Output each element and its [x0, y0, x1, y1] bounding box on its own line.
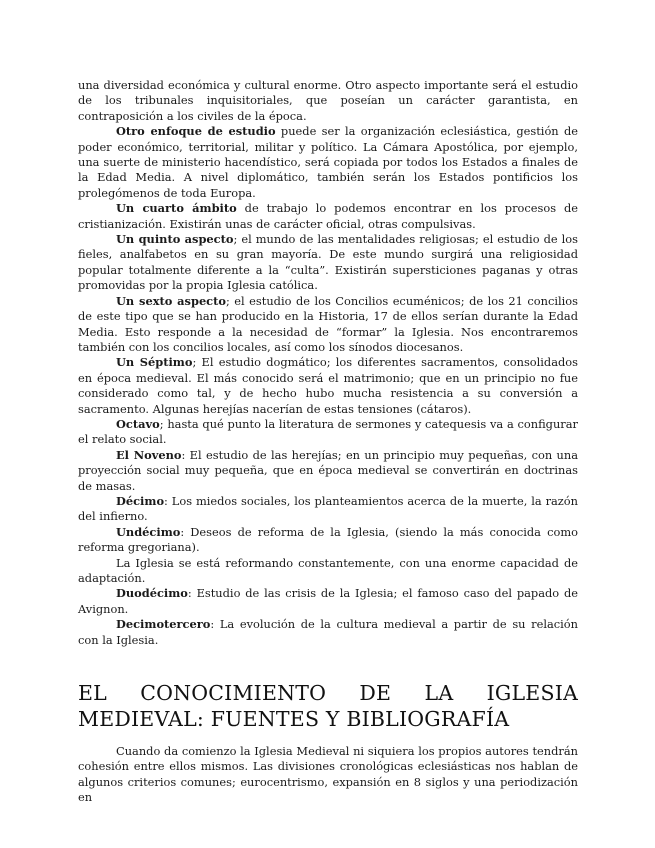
paragraph-text: ; el mundo de las mentalidades religiosas; el estudio de los fieles, analfabetos en su gran mayoría. De este mundo surgirá una religiosidad popular totalmente diferente a la “culta”. Existirán supersticiones paganas y otras promovidas por la propia Iglesia católica.: [78, 232, 578, 293]
paragraph-organizacion: [78, 124, 578, 201]
paragraph-reforma: [78, 525, 578, 556]
paragraph-lead: El Noveno: [116, 447, 182, 462]
paragraph-dogmatico: [78, 355, 578, 417]
paragraph-lead: Un Séptimo: [116, 355, 193, 370]
paragraph-text: : El estudio de las herejías; en un principio muy pequeñas, con una proyección social muy pequeña, que en época medieval se convertirán en doctrinas de masas.: [78, 447, 578, 493]
paragraph-text: : Estudio de las crisis de la Iglesia; el famoso caso del papado de Avignon.: [78, 586, 578, 616]
paragraph-herejias: [78, 448, 578, 494]
paragraph-text: ; El estudio dogmático; los diferentes sacramentos, consolidados en época medieval. El más conocido será el matrimonio; que en un principio no fue considerado como tal, y de hecho hubo mucha resistencia a su conversión a sacramento. Algunas herejías nacerían de estas tensiones (cátaros).: [78, 355, 579, 416]
paragraph-text: : Deseos de reforma de la Iglesia, (siendo la más conocida como reforma gregoriana).: [78, 524, 578, 555]
paragraph-lead: Un quinto aspecto: [116, 232, 234, 247]
paragraph-lead: Duodécimo: [116, 586, 188, 601]
paragraph-cultura: [78, 617, 578, 648]
paragraph-lead: Décimo: [116, 493, 165, 508]
paragraph-lead: Otro enfoque de estudio: [116, 124, 276, 139]
paragraph-miedos: [78, 494, 578, 525]
paragraph-mentalidades: [78, 232, 578, 294]
section-heading: EL CONOCIMIENTO DE LA IGLESIA MEDIEVAL: FUENTES Y BIBLIOGRAFÍA: [78, 681, 578, 732]
paragraph-concilios: [78, 294, 578, 356]
paragraph-text: : La evolución de la cultura medieval a partir de su relación con la Iglesia.: [78, 617, 578, 647]
document-page: [78, 78, 578, 806]
paragraph-text: ; el estudio de los Concilios ecuménicos; de los 21 concilios de este tipo que se han producido en la Historia, 17 de ellos serían durante la Edad Media. Esto responde a la necesidad de “formar” la Iglesia. Nos encontraremos también con los concilios locales, así como los sínodos diocesanos.: [78, 293, 578, 354]
section-intro-paragraph: Cuando da comienzo la Iglesia Medieval ni siquiera los propios autores tendrán cohesión entre ellos mismos. Las divisiones cronológicas eclesiásticas nos hablan de algunos criterios comunes; eurocentrismo, expansión en 8 siglos y una periodización en: [78, 744, 578, 805]
paragraph-text: ; hasta qué punto la literatura de sermones y catequesis va a configurar el relato social.: [78, 416, 578, 447]
paragraph-text: La Iglesia se está reformando constantemente, con una enorme capacidad de adaptación.: [78, 555, 578, 585]
paragraph-text: de trabajo lo podemos encontrar en los procesos de cristianización. Existirán unas de carácter oficial, otras compulsivas.: [78, 201, 578, 231]
opening-paragraph: una diversidad económica y cultural enorme. Otro aspecto importante será el estudio de los tribunales inquisitoriales, que poseían un carácter garantista, en contraposición a los civiles de la época.: [78, 78, 578, 123]
paragraph-adaptacion: [78, 556, 578, 587]
paragraph-lead: Octavo: [116, 416, 160, 431]
paragraph-sermones: [78, 417, 578, 448]
paragraph-cristianizacion: [78, 201, 578, 232]
paragraph-lead: Decimotercero: [116, 617, 211, 632]
paragraph-text: : Los miedos sociales, los planteamientos acerca de la muerte, la razón del infierno.: [78, 493, 578, 524]
paragraph-lead: Un cuarto ámbito: [116, 201, 237, 216]
paragraph-lead: Un sexto aspecto: [116, 293, 226, 308]
paragraph-crisis: [78, 586, 578, 617]
paragraph-text: puede ser la organización eclesiástica, gestión de poder económico, territorial, militar y político. La Cámara Apostólica, por ejemplo, una suerte de ministerio hacendístico, será copiada por todos los Estados a finales de la Edad Media. A nivel diplomático, también serán los Estados pontificios los prolegómenos de toda Europa.: [78, 124, 578, 200]
paragraph-lead: Undécimo: [116, 524, 181, 539]
